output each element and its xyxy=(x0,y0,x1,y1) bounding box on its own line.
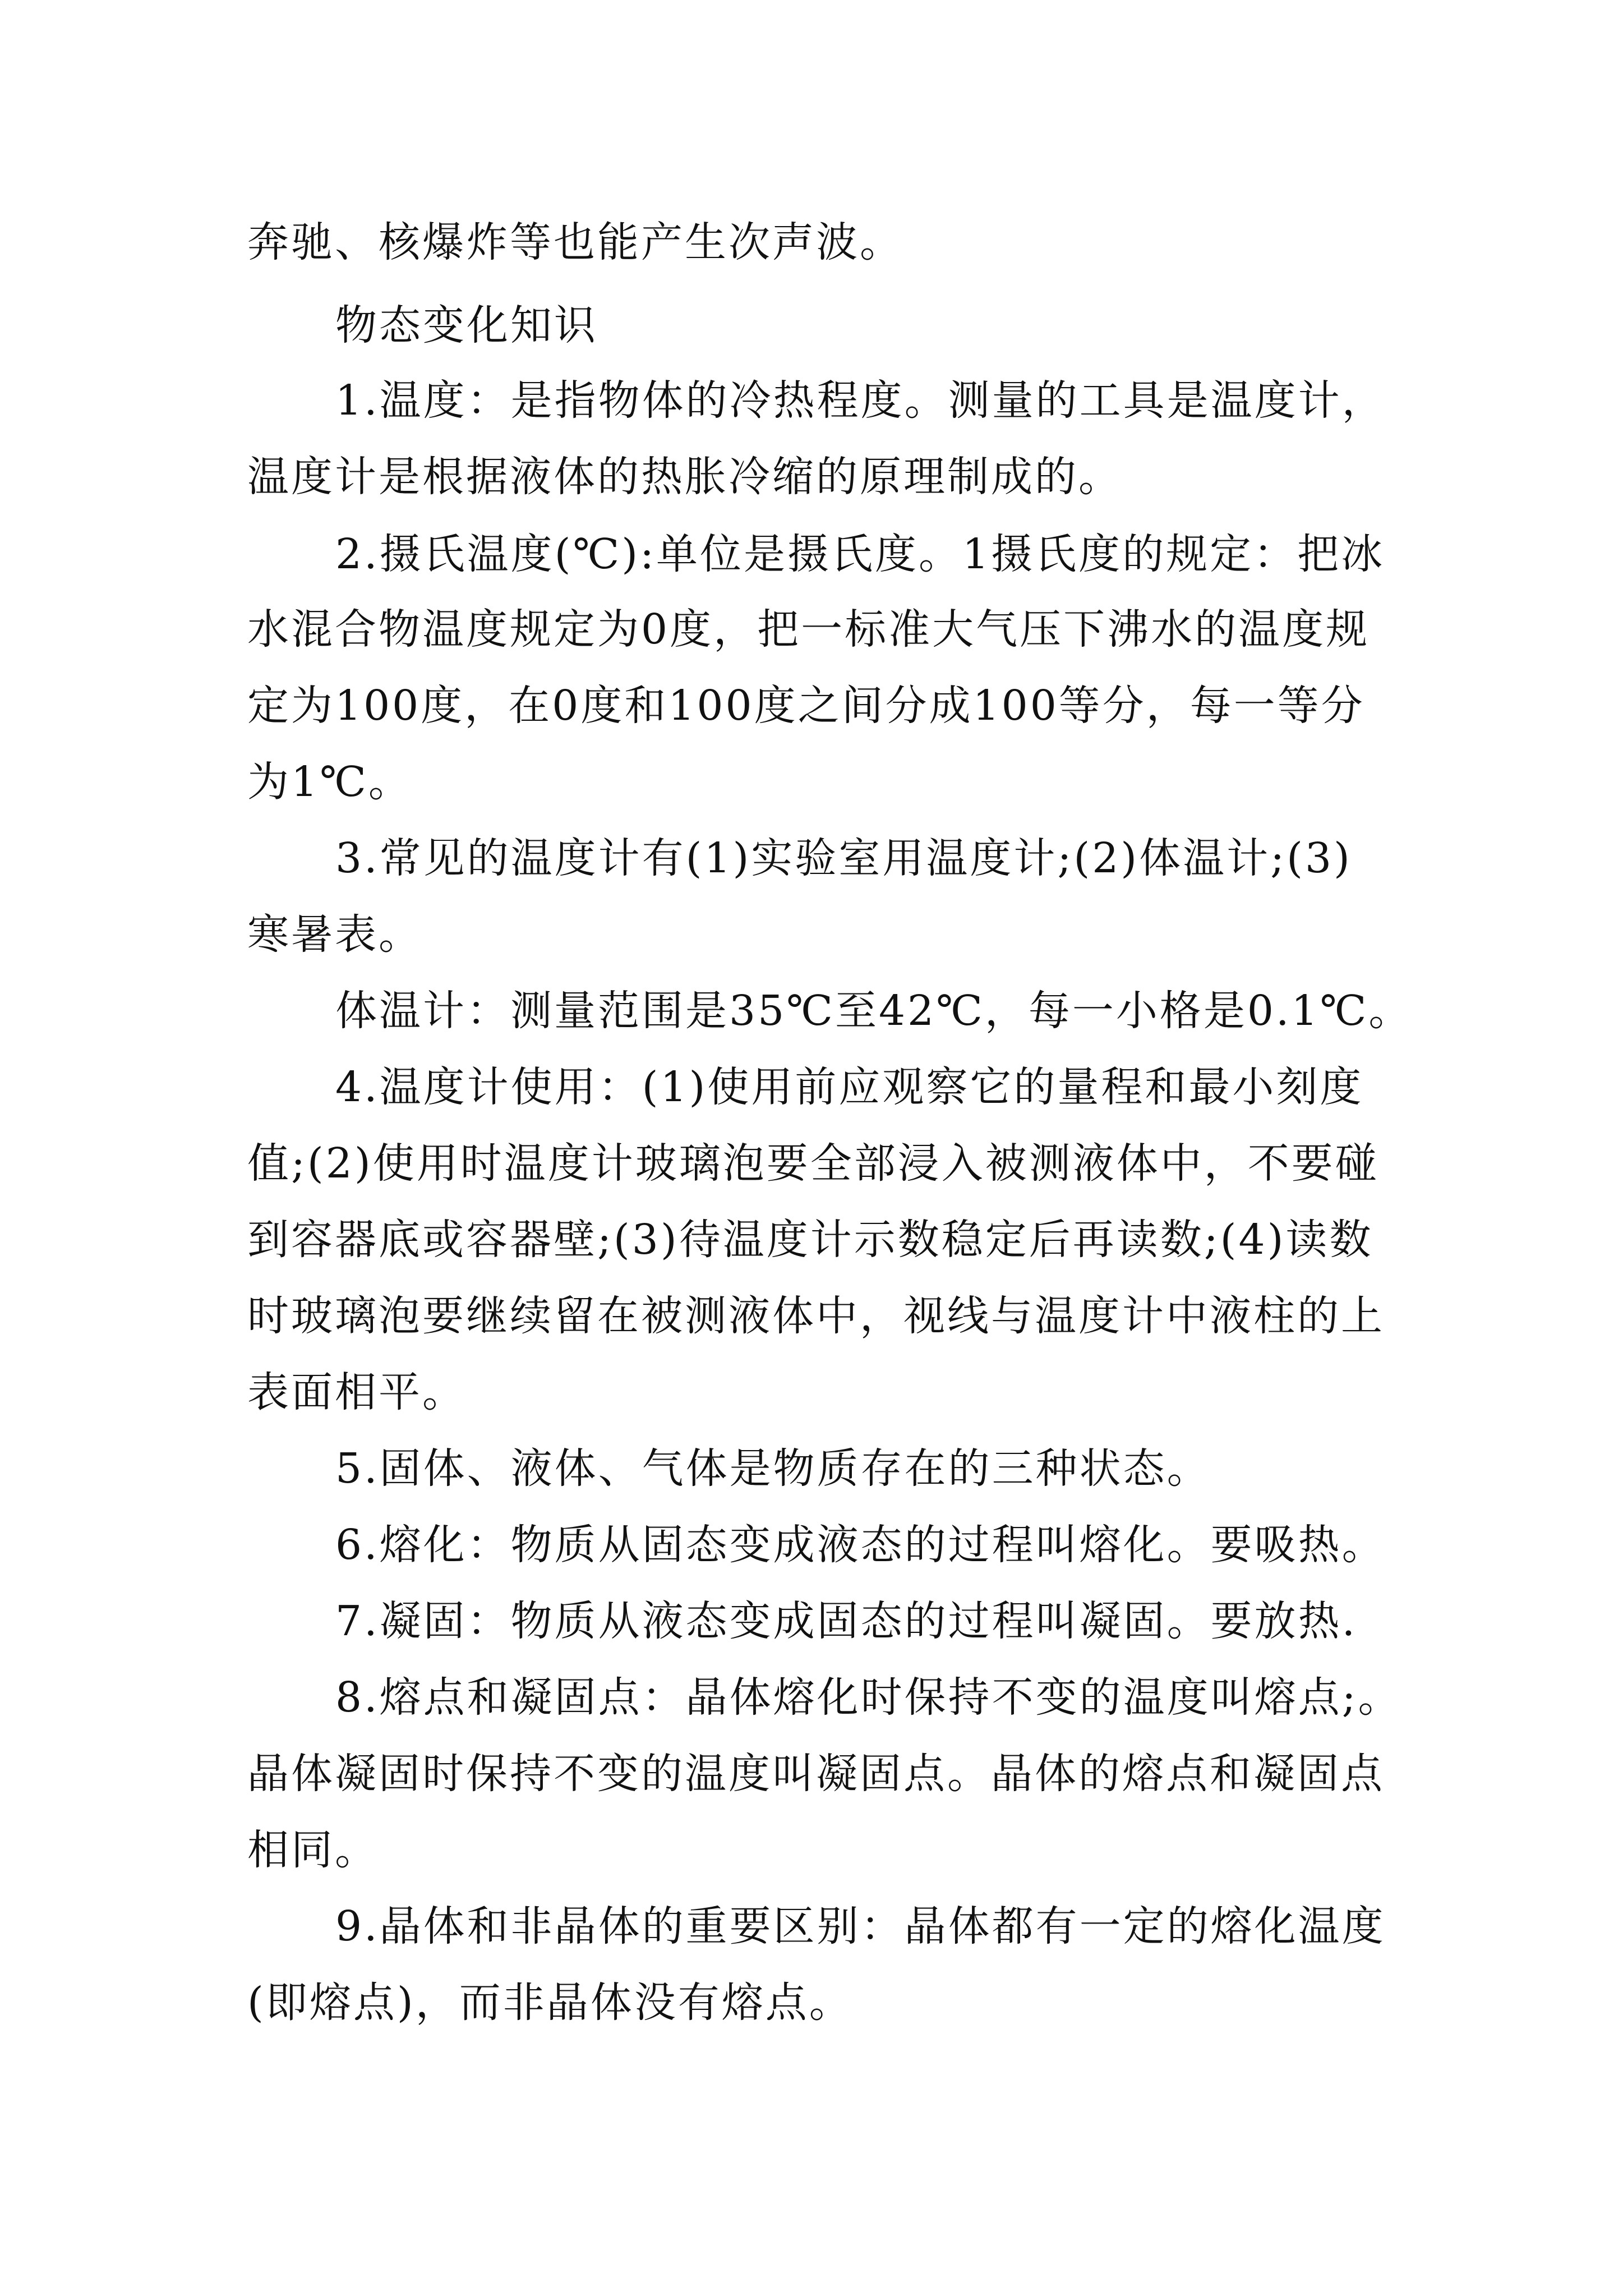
text-line: 为1℃。 xyxy=(247,758,412,806)
text-line: 9.晶体和非晶体的重要区别：晶体都有一定的熔化温度 xyxy=(335,1902,1386,1950)
text-line: 水混合物温度规定为0度，把一标准大气压下沸水的温度规 xyxy=(247,605,1370,654)
text-line: 4.温度计使用：(1)使用前应观察它的量程和最小刻度 xyxy=(335,1063,1364,1111)
text-line: 定为100度，在0度和100度之间分成100等分，每一等分 xyxy=(247,682,1365,730)
text-line: 到容器底或容器壁;(3)待温度计示数稳定后再读数;(4)读数 xyxy=(247,1216,1373,1264)
text-line: (即熔点)，而非晶体没有熔点。 xyxy=(247,1978,853,2027)
text-line: 时玻璃泡要继续留在被测液体中，视线与温度计中液柱的上 xyxy=(247,1292,1385,1340)
text-line: 寒暑表。 xyxy=(247,910,422,959)
text-line: 2.摄氏温度(℃):单位是摄氏度。1摄氏度的规定：把冰 xyxy=(335,530,1385,578)
text-line: 奔驰、核爆炸等也能产生次声波。 xyxy=(247,218,903,266)
text-line: 相同。 xyxy=(247,1826,379,1874)
text-line: 8.熔点和凝固点：晶体熔化时保持不变的温度叫熔点;。 xyxy=(335,1673,1402,1722)
text-line: 值;(2)使用时温度计玻璃泡要全部浸入被测液体中，不要碰 xyxy=(247,1139,1379,1188)
text-line: 7.凝固：物质从液态变成固态的过程叫凝固。要放热. xyxy=(335,1597,1358,1645)
text-line: 表面相平。 xyxy=(247,1368,466,1416)
text-line: 温度计是根据液体的热胀冷缩的原理制成的。 xyxy=(247,453,1122,501)
text-line: 1.温度：是指物体的冷热程度。测量的工具是温度计， xyxy=(335,376,1386,425)
section-heading: 物态变化知识 xyxy=(335,301,598,349)
text-line: 6.熔化：物质从固态变成液态的过程叫熔化。要吸热。 xyxy=(335,1521,1386,1569)
text-line: 晶体凝固时保持不变的温度叫凝固点。晶体的熔点和凝固点 xyxy=(247,1750,1385,1798)
text-line: 3.常见的温度计有(1)实验室用温度计;(2)体温计;(3) xyxy=(335,834,1352,882)
text-line: 5.固体、液体、气体是物质存在的三种状态。 xyxy=(335,1444,1211,1493)
text-line: 体温计：测量范围是35℃至42℃，每一小格是0.1℃。 xyxy=(335,987,1413,1035)
